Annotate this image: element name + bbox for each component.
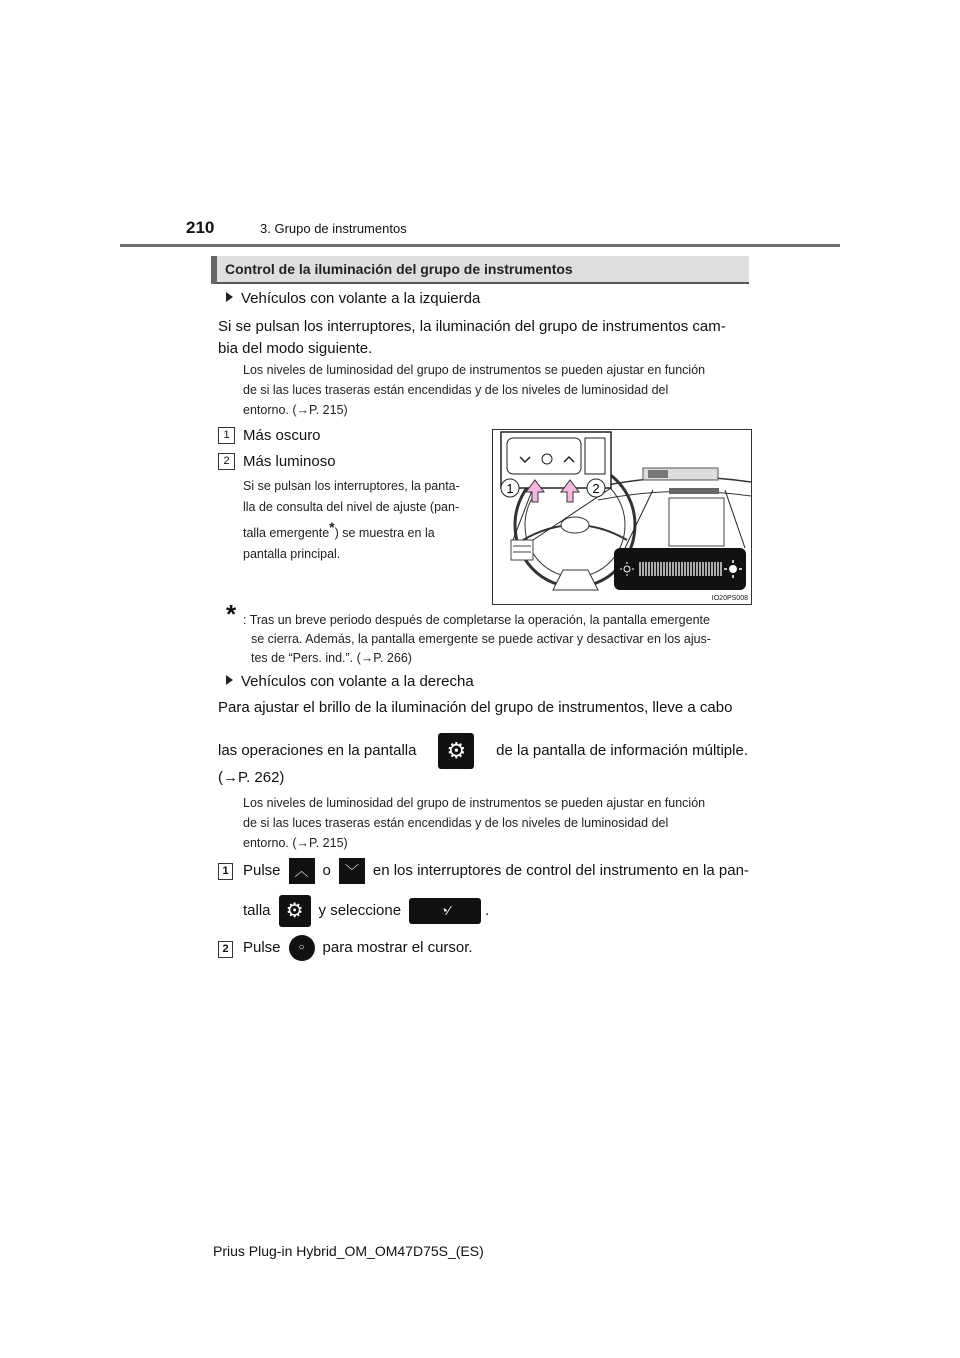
footnote-asterisk: *	[226, 599, 237, 629]
figure-label-1: 1	[506, 481, 514, 496]
step-text: Pulse	[243, 862, 281, 879]
asterisk-mark: *	[329, 519, 335, 535]
note-line: de si las luces traseras están encendidas y de los niveles de luminosidad del	[243, 816, 669, 830]
dashboard-drawing	[493, 430, 751, 604]
step-2-line	[243, 935, 473, 961]
note-line: entorno. (→P. 215)	[243, 403, 348, 417]
bullet-right-drive-text: Vehículos con volante a la derecha	[241, 673, 474, 690]
popup-line	[243, 517, 477, 544]
popup-line: Si se pulsan los interruptores, la panta-	[243, 479, 460, 493]
popup-line: lla de consulta del nivel de ajuste (pan-	[243, 499, 460, 514]
note-line: de si las luces traseras están encendidas y de los niveles de luminosidad del	[243, 383, 669, 397]
popup-line-text: ) se muestra en la	[334, 526, 435, 541]
meter-illumination-icon: ◔⁄	[409, 898, 481, 924]
bullet-arrow-icon	[226, 292, 233, 302]
footnote-line: se cierra. Además, la pantalla emergente se puede activar y desactivar en los ajus-	[251, 632, 711, 646]
rhd-line-1: Para ajustar el brillo de la iluminación del grupo de instrumentos, lleve a cabo	[218, 699, 733, 716]
step-text: para mostrar el cursor.	[322, 939, 473, 956]
note-line: entorno. (→P. 215)	[243, 836, 348, 850]
note-left-drive	[243, 360, 748, 420]
chevron-up-icon: ︿	[289, 858, 315, 884]
bullet-arrow-icon	[226, 675, 233, 685]
ok-button-icon: ○	[289, 935, 315, 961]
item-darker: Más oscuro	[243, 427, 321, 444]
footnote-line: tes de “Pers. ind.”. (→P. 266)	[251, 651, 412, 665]
item-number-2: 2	[218, 453, 235, 470]
step-text: .	[485, 902, 490, 919]
note-line: Los niveles de luminosidad del grupo de instrumentos se pueden ajustar en función	[243, 363, 706, 377]
bullet-right-drive	[226, 671, 474, 693]
item-number-1: 1	[218, 427, 235, 444]
step-text: y seleccione	[318, 902, 402, 919]
footnote-line: : Tras un breve periodo después de completarse la operación, la pantalla emergente	[243, 613, 710, 627]
bullet-left-drive	[226, 288, 480, 310]
figure-label-2: 2	[592, 481, 600, 496]
section-heading	[211, 256, 749, 284]
section-title: Control de la iluminación del grupo de instrumentos	[225, 261, 573, 277]
step-number-2: 2	[218, 941, 233, 958]
chevron-down-icon: ﹀	[339, 858, 365, 884]
page-number: 210	[186, 218, 215, 237]
settings-gear-icon: ⚙	[279, 895, 311, 927]
footnote	[243, 611, 749, 668]
note-right-drive	[243, 793, 748, 853]
step-text: o	[322, 862, 331, 879]
section-heading-bar	[211, 256, 217, 284]
rhd-line-2	[218, 733, 748, 769]
step-1-line-2	[243, 895, 489, 927]
intro-line-2: bia del modo siguiente.	[218, 340, 373, 357]
note-line: Los niveles de luminosidad del grupo de instrumentos se pueden ajustar en función	[243, 796, 706, 810]
rhd-line-2-text: de la pantalla de información múltiple.	[496, 742, 748, 759]
settings-gear-icon: ⚙	[438, 733, 474, 769]
chapter-title: 3. Grupo de instrumentos	[260, 221, 407, 236]
step-text: talla	[243, 902, 271, 919]
footer-doc-id: Prius Plug-in Hybrid_OM_OM47D75S_(ES)	[213, 1243, 484, 1259]
intro-line-1: Si se pulsan los interruptores, la iluminación del grupo de instrumentos cam-	[218, 318, 726, 335]
popup-note	[243, 476, 477, 564]
popup-line: pantalla principal.	[243, 546, 341, 561]
rhd-line-2-text: las operaciones en la pantalla	[218, 742, 417, 759]
rhd-line-3: (→P. 262)	[218, 769, 285, 786]
figure-code: IO20PS008	[711, 595, 748, 602]
instrument-panel-illustration	[492, 429, 752, 605]
step-text: Pulse	[243, 939, 281, 956]
bullet-left-drive-text: Vehículos con volante a la izquierda	[241, 290, 481, 307]
item-brighter: Más luminoso	[243, 453, 336, 470]
popup-line-text: talla emergente	[243, 526, 330, 541]
step-text: en los interruptores de control del instrumento en la pan-	[372, 862, 749, 879]
step-number-1: 1	[218, 863, 233, 880]
header-rule	[120, 244, 840, 247]
step-1-line-1	[243, 858, 749, 884]
